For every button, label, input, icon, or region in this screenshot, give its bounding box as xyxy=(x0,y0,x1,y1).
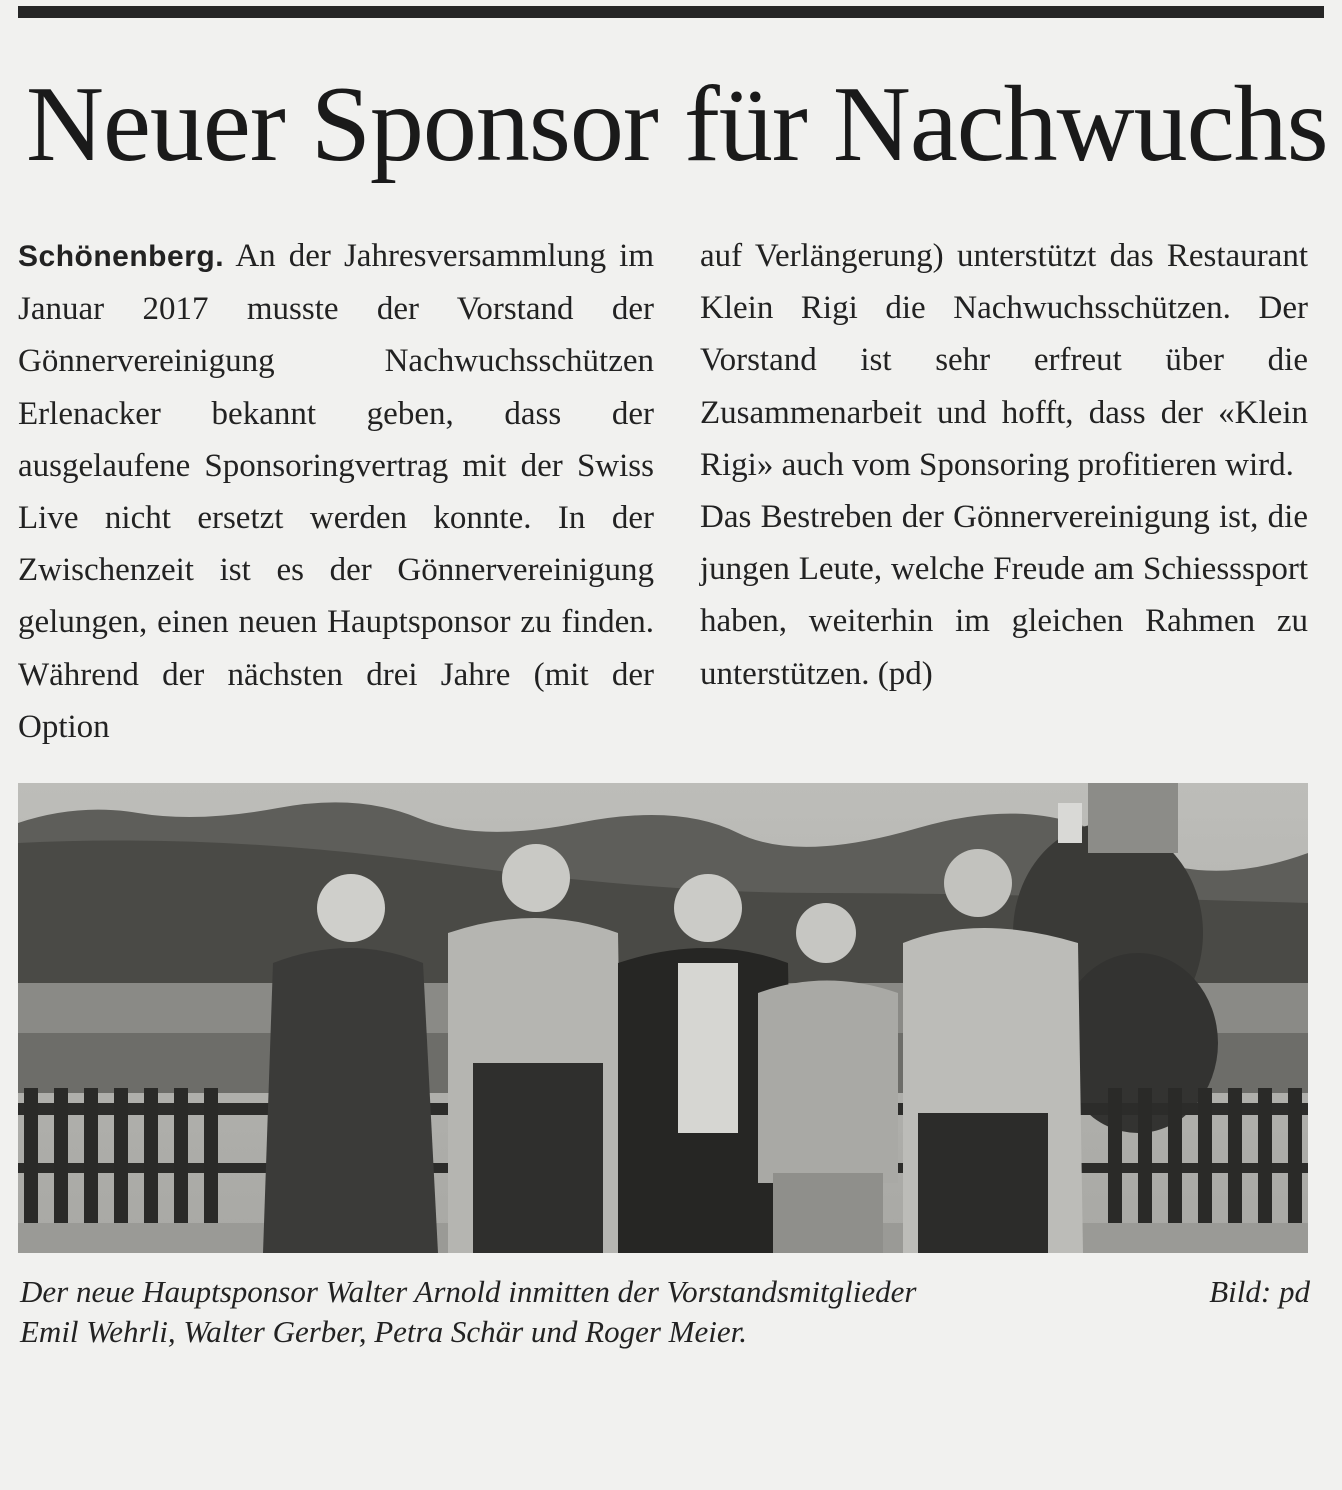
caption-line-1: Der neue Hauptsponsor Walter Arnold inmitten der Vorstandsmitglieder xyxy=(20,1274,917,1309)
group-photo xyxy=(18,783,1308,1253)
article-column-left xyxy=(18,230,654,753)
dateline: Schönenberg. xyxy=(18,240,225,273)
left-paragraph xyxy=(18,230,654,753)
right-paragraph-1: auf Verlängerung) unterstützt das Restaurant Klein Rigi die Nachwuchsschützen. Der Vorstand ist sehr erfreut über die Zusammenarbeit und hofft, dass der «Klein Rigi» auch vom Sponsoring profitieren wird. xyxy=(700,238,1308,483)
caption-line-2: Emil Wehrli, Walter Gerber, Petra Schär und Roger Meier. xyxy=(20,1314,747,1349)
article-column-right xyxy=(700,230,1308,700)
photo-caption xyxy=(20,1272,1310,1352)
photo-credit: Bild: pd xyxy=(1209,1274,1310,1309)
left-column-text: An der Jahresversammlung im Januar 2017 musste der Vorstand der Gönnervereinigung Nachwuchsschützen Erlenacker bekannt geben, dass der ausgelaufene Sponsoringvertrag mit der Swiss Live nicht ersetzt werden konnte. In der Zwischenzeit ist es der Gönnervereinigung gelungen, einen neuen Hauptsponsor zu finden. Während der nächsten drei Jahre (mit der Option xyxy=(18,238,654,745)
right-paragraph-2: Das Bestreben der Gönnervereinigung ist, die jungen Leute, welche Freude am Schiesssport haben, weiterhin im gleichen Rahmen zu unterstützen. (pd) xyxy=(700,499,1308,692)
article-headline: Neuer Sponsor für Nachwuchs xyxy=(26,65,1328,184)
top-rule xyxy=(18,6,1324,18)
